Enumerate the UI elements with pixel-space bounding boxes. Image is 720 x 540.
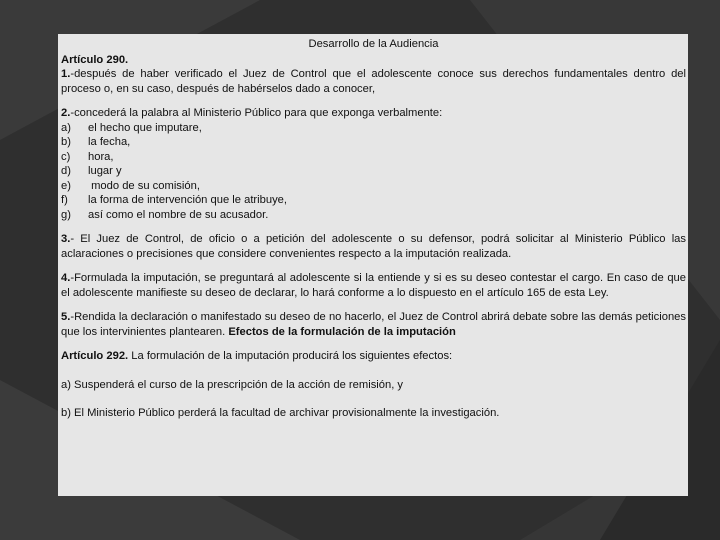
document-page [58,34,688,496]
slide-title: Desarrollo de la Audiencia [308,38,439,50]
paragraph-5: 5.-Rendida la declaración o manifestado su deseo de no hacerlo, el Juez de Control abrirá debate sobre las demás peticiones que los intervinientes plantearen. Efectos de la formulación de la imputación [61,311,686,338]
list-item: c) hora, [61,150,114,163]
list-item: e) modo de su comisión, [61,179,200,192]
exposition-list [61,121,686,223]
effect-a: a) Suspenderá el curso de la prescripción de la acción de remisión, y [61,378,404,391]
paragraph-3: 3.- El Juez de Control, de oficio o a petición del adolescente o su defensor, podrá solicitar al Ministerio Público las aclaraciones o precisiones que considere convenientes respecto a la imputación realizada. [61,233,686,260]
list-item: d) lugar y [61,165,122,177]
article-292: Artículo 292. La formulación de la imputación producirá los siguientes efectos: [61,350,453,362]
paragraph-4: 4.-Formulada la imputación, se preguntará al adolescente si la entiende y si es su deseo contestar el cargo. En caso de que el adolescente manifieste su deseo de declarar, lo hará conforme a lo dispuesto en el artículo 165 de esta Ley. [61,272,686,299]
list-item: a) el hecho que imputare, [61,121,202,134]
list-item: g) así como el nombre de su acusador. [61,208,269,221]
effect-b: b) El Ministerio Público perderá la facultad de archivar provisionalmente la investigación. [61,407,500,419]
list-item: b) la fecha, [61,136,131,148]
article-290-heading: Artículo 290. [61,53,129,66]
effects-heading: Efectos de la formulación de la imputación [228,325,456,338]
list-item: f) la forma de intervención que le atribuye, [61,194,288,206]
paragraph-1: 1.-después de haber verificado el Juez de Control que el adolescente conoce sus derechos fundamentales dentro del proceso o, en su caso, después de habérselos dado a conocer, [61,68,686,95]
paragraph-2: 2.-concederá la palabra al Ministerio Público para que exponga verbalmente: [61,107,443,119]
